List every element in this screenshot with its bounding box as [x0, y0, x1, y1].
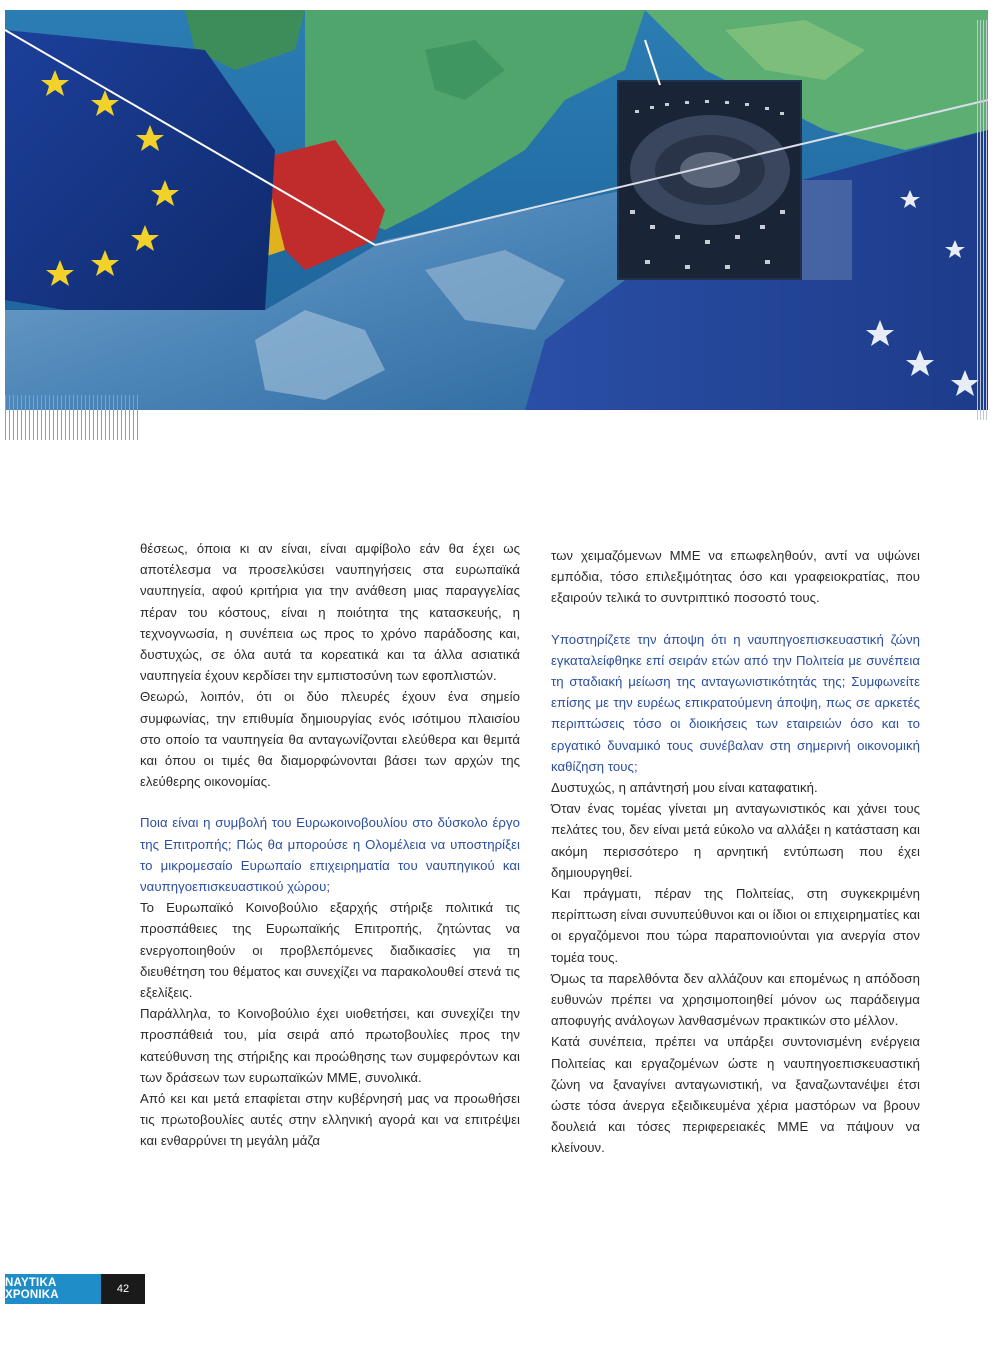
paragraph: Παράλληλα, το Κοινοβούλιο έχει υιοθετήσει, και συνεχίζει την προσπάθειά του, μία σειρά από πρωτοβουλίες προς την κατεύθυνση της στήριξης και προώθησης των συμφερόντων και των δράσεων των ευρωπαϊκών ΜΜΕ, συνολικά.: [140, 1006, 520, 1085]
paragraph: Όταν ένας τομέας γίνεται μη ανταγωνιστικός και χάνει τους πελάτες του, δεν είναι μετά εύκολο να αλλάξει η κατάσταση και ακόμη περισσότερο η αρνητική εντύπωση που έχει δημιουργηθεί.: [551, 801, 920, 880]
decorative-stripes-right: [977, 20, 989, 420]
paragraph: θέσεως, όποια κι αν είναι, είναι αμφίβολο εάν θα έχει ως αποτέλεσμα να προσελκύσει ναυπηγήσεις στα ευρωπαϊκά ναυπηγεία, αφού κριτήρια για την ανάθεση μιας παραγγελίας πέραν του κόστους, είναι η ποιότητα της κατασκευής, η τεχνογνωσία, η συνέπεια ως προς το χρόνο παράδοσης και, δυστυχώς, σε όλα αυτά τα κορεατικά και τα άλλα ασιατικά ναυπηγεία έχουν κερδίσει την εμπιστοσύνη των εφοπλιστών.: [140, 541, 520, 684]
paragraph: Από κει και μετά επαφίεται στην κυβέρνησή μας να προωθήσει τις πρωτοβουλίες αυτές στην ελληνική αγορά και να επιτρέψει και ενθαρρύνει τη μεγάλη μάζα: [140, 1091, 520, 1149]
paragraph: Όμως τα παρελθόντα δεν αλλάζουν και επομένως η απόδοση ευθυνών πρέπει να χρησιμοποιηθεί μόνον ως παράδειγμα αποφυγής ανάλογων λανθασμένων πρακτικών στο μέλλον.: [551, 970, 920, 1029]
paragraph: Δυστυχώς, η απάντησή μου είναι καταφατική.: [551, 780, 818, 796]
header-photo-collage: [5, 10, 988, 410]
paragraph: Και πράγματι, πέραν της Πολιτείας, στη συγκεκριμένη περίπτωση είναι συνυπεύθυνοι και οι ίδιοι οι επιχειρηματίες και οι εργαζόμενοι που τώρα παραπονιούνται για ανεργία στον τομέα τους.: [551, 886, 920, 965]
interview-question: Υποστηρίζετε την άποψη ότι η ναυπηγοεπισκευαστική ζώνη εγκαταλείφθηκε επί σειράν ετών από την Πολιτεία με συνέπεια τη σταδιακή μείωση της ανταγωνιστικότητάς της; Συμφωνείτε επίσης με την ευρέως επικρατούμενη άποψη, πως σε αρκετές περιπτώσεις τόσο οι διοικήσεις των εταιρειών όσο και το εργατικό δυναμικό τους συνέβαλαν στη σημερινή οικονομική καθίζηση τους;: [551, 631, 920, 774]
paragraph: Θεωρώ, λοιπόν, ότι οι δύο πλευρές έχουν ένα σημείο συμφωνίας, την επιθυμία δημιουργίας ενός ισότιμου πλαισίου στο οποίο τα ναυπηγεία θα ανταγωνίζονται ελεύθερα και θεμιτά και όπου οι τιμές θα διαμορφώνονται βάσει των αρχών της ελεύθερης οικονομίας.: [140, 689, 520, 790]
header-illustration: [5, 10, 988, 410]
paragraph: των χειμαζόμενων ΜΜΕ να επωφεληθούν, αντί να υψώνει εμπόδια, τόσο επιλεξιμότητας όσο και γραφειοκρατίας, που εξαιρούν τελικά το συντριπτικό ποσοστό τους.: [551, 548, 920, 606]
interview-question: Ποια είναι η συμβολή του Ευρωκοινοβουλίου στο δύσκολο έργο της Επιτροπής; Πώς θα μπορούσε η Ολομέλεια να υποστηρίξει το μικρομεσαίο Ευρωπαίο επιχειρηματία του ναυπηγικού και ναυπηγοεπισκευαστικού χώρου;: [140, 815, 520, 895]
publication-name: ΝΑΥΤΙΚΑ ΧΡΟΝΙΚΑ: [5, 1274, 101, 1304]
article-column-right: [551, 545, 920, 1159]
paragraph: Το Ευρωπαϊκό Κοινοβούλιο εξαρχής στήριξε πολιτικά τις προσπάθειες της Ευρωπαϊκής Επιτροπής, ζητώντας να ενεργοποιηθούν οι προβλεπόμενες διαδικασίες για τη διευθέτηση του θέματος και συνεχίζει να παρακολουθεί στενά τις εξελίξεις.: [140, 900, 520, 1001]
page-footer: [5, 1274, 145, 1304]
decorative-stripes-left: [5, 395, 140, 440]
article-column-left: [140, 538, 520, 1152]
paragraph: Κατά συνέπεια, πρέπει να υπάρξει συντονισμένη ενέργεια Πολιτείας και εργαζομένων ώστε η ναυπηγοεπισκευαστική ζώνη να ξαναγίνει ανταγωνιστική, να ξαναζωντανέψει έτσι ώστε τόσα άνεργα εξειδικευμένα χέρια μαστόρων να βρουν δουλειά και τόσες περιφερειακές ΜΜΕ να πάψουν να κλείνουν.: [551, 1034, 920, 1156]
page-number: 42: [101, 1274, 145, 1304]
